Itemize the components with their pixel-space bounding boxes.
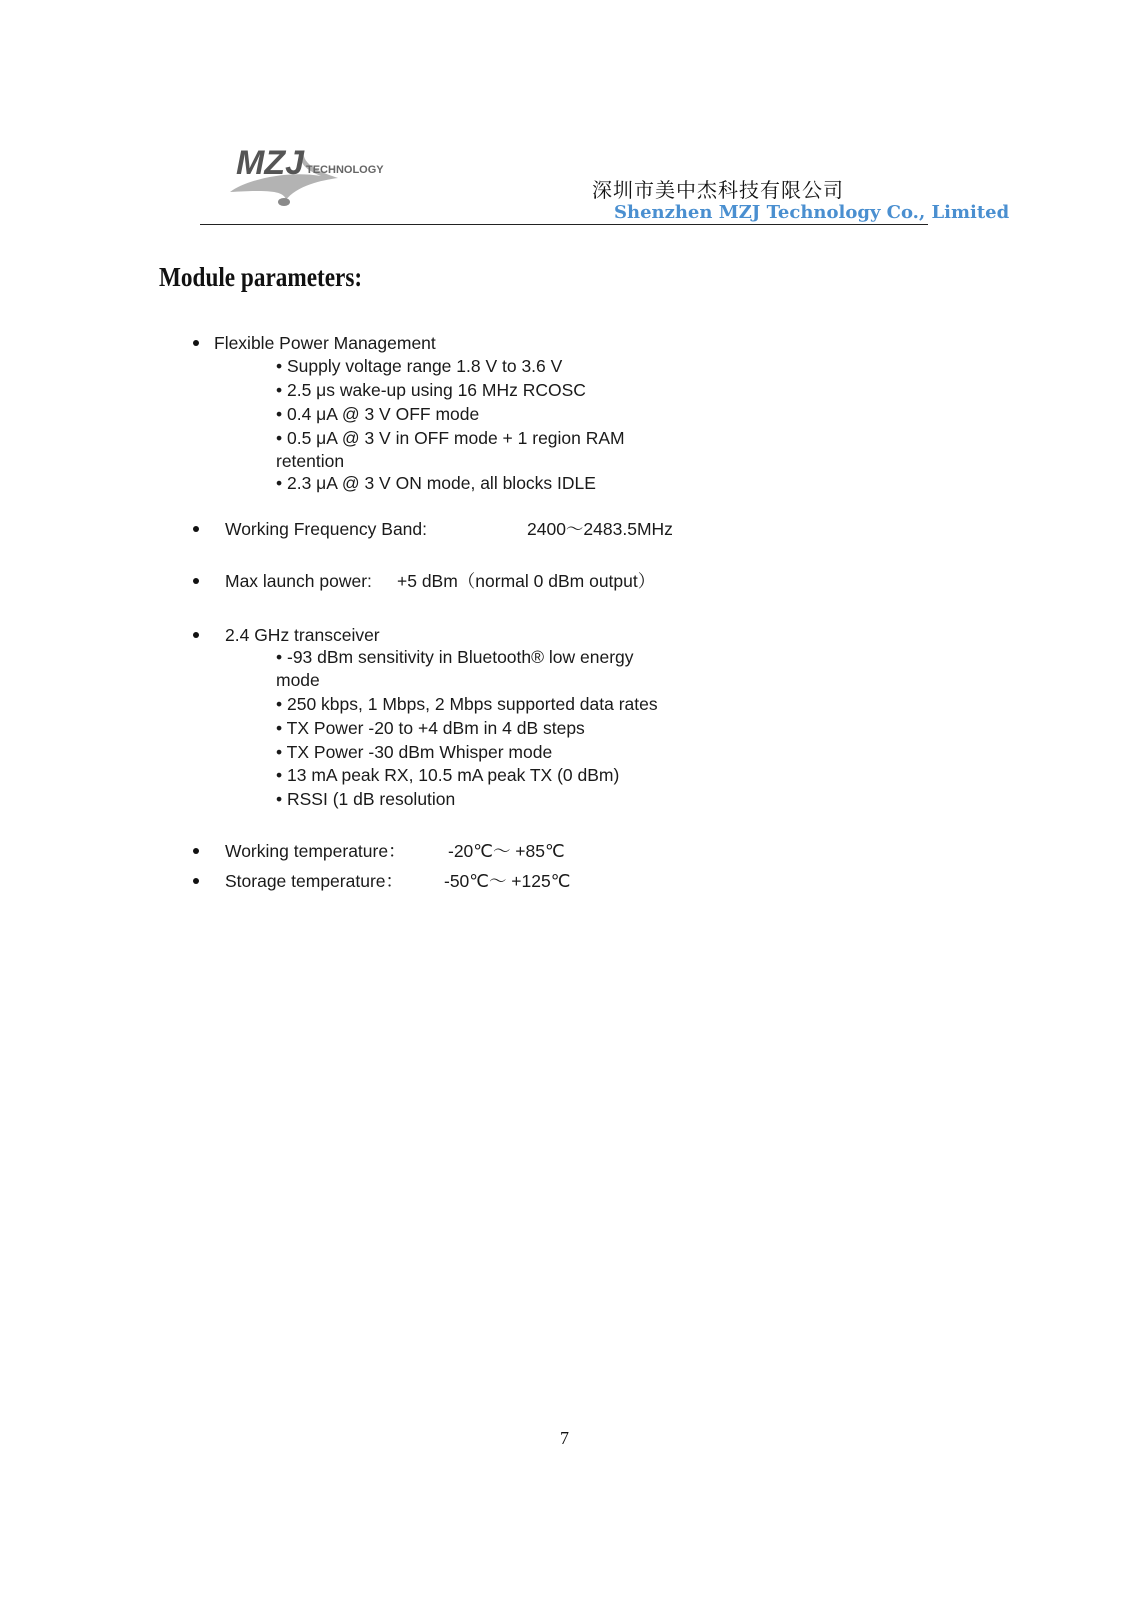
power-item: • 0.4 μA @ 3 V OFF mode bbox=[276, 404, 480, 424]
power-item-continued: retention bbox=[276, 451, 345, 471]
bullet-dot bbox=[193, 526, 199, 532]
power-management-label: Flexible Power Management bbox=[214, 333, 436, 353]
bullet-dot bbox=[193, 340, 199, 346]
storage-temperature-label: Storage temperature： bbox=[225, 871, 404, 891]
transceiver-item: • RSSI (1 dB resolution bbox=[276, 789, 456, 809]
company-name-cn: 深圳市美中杰科技有限公司 bbox=[592, 178, 844, 202]
page-title: Module parameters: bbox=[159, 262, 363, 292]
launch-power-value: +5 dBm（normal 0 dBm output） bbox=[397, 571, 656, 591]
frequency-label: Working Frequency Band: bbox=[225, 519, 428, 539]
working-temperature-label: Working temperature： bbox=[225, 841, 406, 861]
transceiver-item: • -93 dBm sensitivity in Bluetooth® low energy bbox=[276, 647, 634, 667]
storage-temperature-value: -50℃～ +125℃ bbox=[444, 871, 571, 891]
transceiver-item: • 13 mA peak RX, 10.5 mA peak TX (0 dBm) bbox=[276, 765, 620, 785]
transceiver-label: 2.4 GHz transceiver bbox=[225, 625, 380, 645]
logo-sub-text: TECHNOLOGY bbox=[306, 164, 384, 176]
working-temperature-value: -20℃～ +85℃ bbox=[448, 841, 565, 861]
transceiver-item-continued: mode bbox=[276, 670, 320, 690]
launch-power-label: Max launch power: bbox=[225, 571, 372, 591]
transceiver-item: • 250 kbps, 1 Mbps, 2 Mbps supported data rates bbox=[276, 694, 658, 714]
bullet-dot bbox=[193, 878, 199, 884]
transceiver-item: • TX Power -30 dBm Whisper mode bbox=[276, 742, 553, 762]
logo-graphic bbox=[226, 140, 386, 210]
bullet-dot bbox=[193, 848, 199, 854]
transceiver-item: • TX Power -20 to +4 dBm in 4 dB steps bbox=[276, 718, 585, 738]
company-name-en: Shenzhen MZJ Technology Co., Limited bbox=[614, 202, 1010, 223]
power-item: • 2.3 μA @ 3 V ON mode, all blocks IDLE bbox=[276, 473, 596, 493]
frequency-value: 2400～2483.5MHz bbox=[527, 519, 673, 539]
header-divider bbox=[200, 224, 928, 225]
page-number: 7 bbox=[560, 1428, 569, 1448]
bullet-dot bbox=[193, 632, 199, 638]
logo-mark-text: MZJ bbox=[236, 144, 304, 182]
power-item: • Supply voltage range 1.8 V to 3.6 V bbox=[276, 356, 563, 376]
power-item: • 0.5 μA @ 3 V in OFF mode + 1 region RAM bbox=[276, 428, 625, 448]
company-logo bbox=[226, 140, 386, 210]
bullet-dot bbox=[193, 578, 199, 584]
power-item: • 2.5 μs wake-up using 16 MHz RCOSC bbox=[276, 380, 586, 400]
